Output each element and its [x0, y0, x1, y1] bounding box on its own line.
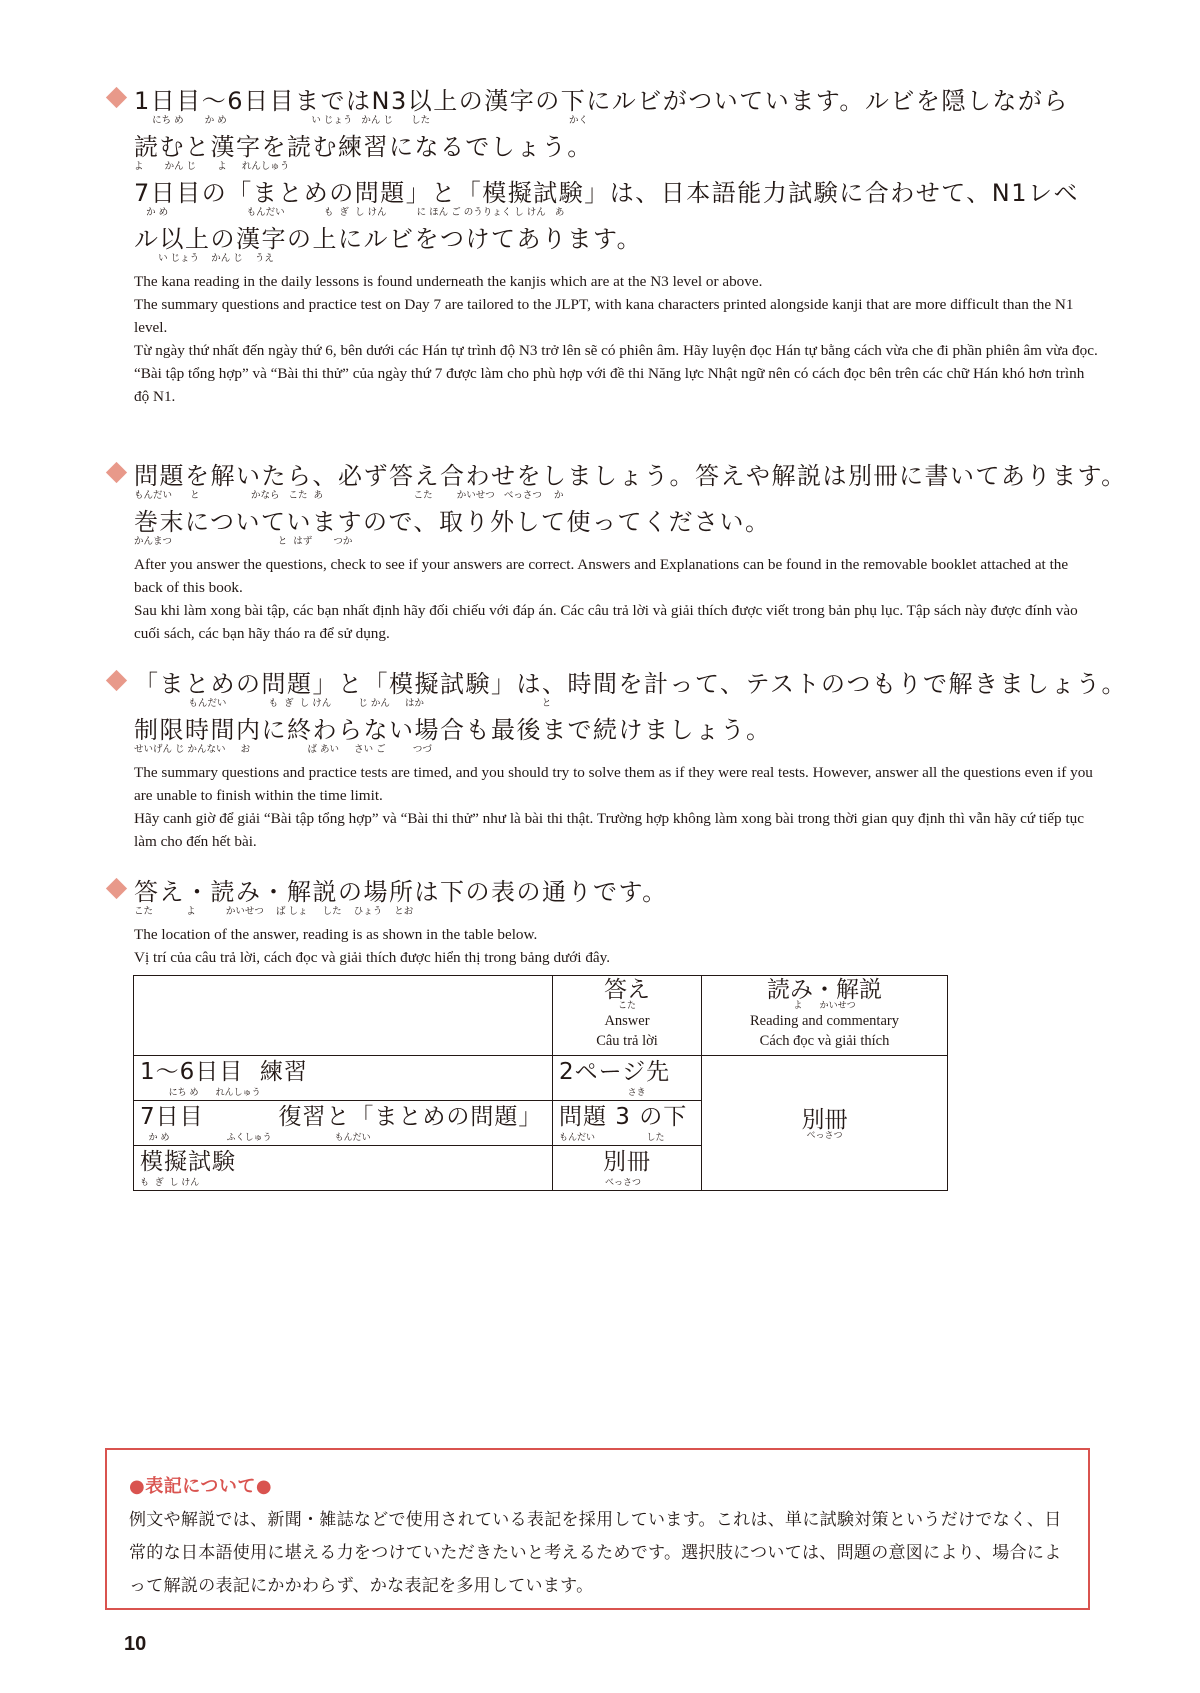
header-reading-ruby: よ かいせつ: [793, 1001, 856, 1011]
reading-merged-jp: 別冊: [801, 1106, 848, 1133]
table-header-empty: [134, 976, 553, 1056]
vietnamese-text: Sau khi làm xong bài tập, các bạn nhất định hãy đối chiếu với đáp án. Các câu trả lời và giải thích được viết trong bản phụ lục. Tập sách này được đính vào cuối sách, các bạn hãy tháo ra để sử dụng.: [134, 602, 1078, 642]
ruby-text: かんまつ と はず つか: [134, 536, 353, 547]
jp-text: 制限時間内に終わらない場合も最後まで続けましょう。: [134, 716, 772, 744]
table-header-row: [134, 976, 948, 1056]
jp-line: [108, 132, 1098, 178]
ruby-text: い じょう かん じ うえ: [134, 253, 274, 264]
english-text: The summary questions and practice test on Day 7 are tailored to the JLPT, with kana characters printed alongside kanji that are more difficult than the N1 level.: [134, 296, 1074, 336]
row-label-cell: [134, 1101, 553, 1146]
diamond-bullet-icon: [106, 670, 127, 691]
ruby-text: こた よ かいせつ ば しょ した ひょう とお: [134, 906, 414, 917]
page-number: 10: [124, 1633, 147, 1655]
header-answer-vi: Câu trả lời: [596, 1033, 658, 1049]
ruby-text: もんだい と かなら こた あ こた かいせつ べっさつ か: [134, 490, 564, 501]
jp-text: 1日目～6日目まではN3以上の漢字の下にルビがついています。ルビを隠しながら: [134, 87, 1069, 115]
table-header-reading: [702, 976, 948, 1056]
row-label-cell: [134, 1146, 553, 1191]
reading-merged-ruby: べっさつ: [806, 1130, 843, 1141]
jp-text: 問題を解いたら、必ず答え合わせをしましょう。答えや解説は別冊に書いてあります。: [134, 462, 1127, 490]
header-answer-ruby: こた: [617, 1001, 636, 1011]
jp-line: [108, 715, 1098, 761]
row-label-ruby: も ぎ し けん: [140, 1178, 200, 1188]
row-answer-ruby: さき: [559, 1088, 646, 1098]
note-body: 例文や解説では、新聞・雑誌などで使用されている表記を採用しています。これは、単に試験対策というだけでなく、日常的な日本語使用に堪える力をつけていただきたいと考えるためです。選択肢については、問題の意図により、場合によって解説の表記にかかわらず、かな表記を多用しています。: [129, 1510, 1062, 1596]
section-answers: [108, 461, 1127, 645]
row-label-ruby: か め ふくしゅう もんだい: [140, 1133, 371, 1143]
row-label: 模擬試験: [140, 1149, 236, 1175]
diamond-bullet-icon: [106, 87, 127, 108]
jp-line: [108, 507, 1098, 553]
jp-text: 「まとめの問題」と「模擬試験」は、時間を計って、テストのつもりで解きましょう。: [134, 670, 1128, 698]
jp-line: [108, 178, 1098, 224]
vietnamese-text: Từ ngày thứ nhất đến ngày thứ 6, bên dưới các Hán tự trình độ N3 trở lên sẽ có phiên âm. Hãy luyện đọc Hán tự bằng cách vừa che đi phần phiên âm vừa đọc.: [134, 342, 1098, 359]
header-reading-vi: Cách đọc và giải thích: [759, 1033, 890, 1049]
reading-merged-cell: [702, 1056, 948, 1191]
row-label: 1～6日目 練習: [140, 1059, 308, 1085]
ruby-text: せいげん じ かんない お ば あい さい ご つづ: [134, 744, 432, 755]
jp-text: 巻末についていますので、取り外して使ってください。: [134, 508, 771, 536]
row-label-cell: [134, 1056, 553, 1101]
vietnamese-text: Vị trí của câu trả lời, cách đọc và giải thích được hiển thị trong bảng dưới đây.: [134, 949, 611, 966]
location-table: [133, 975, 948, 1191]
vietnamese-text: Hãy canh giờ để giải “Bài tập tổng hợp” và “Bài thi thử” như là bài thi thật. Trường hợp không làm xong bài trong thời gian quy định thì vẫn hãy cứ tiếp tục làm cho đến hết bài.: [134, 810, 1084, 850]
jp-line: [108, 669, 1128, 715]
jp-line: [108, 877, 1098, 923]
jp-text: 答え・読み・解説の場所は下の表の通りです。: [134, 878, 668, 906]
header-reading-jp: 読み・解説: [767, 977, 882, 1003]
english-text: The kana reading in the daily lessons is found underneath the kanjis which are at the N3 level or above.: [134, 273, 763, 290]
row-answer-ruby: もんだい した: [559, 1133, 665, 1143]
jp-line: [108, 224, 1098, 270]
ruby-text: もんだい も ぎ し けん じ かん はか と: [134, 698, 552, 709]
row-answer-cell: [553, 1101, 702, 1146]
translation-block: [134, 553, 1098, 645]
jp-line: [108, 461, 1127, 507]
english-text: After you answer the questions, check to see if your answers are correct. Answers and Explanations can be found in the removable booklet attached at the back of this book.: [134, 556, 1069, 596]
row-answer-cell: [553, 1146, 702, 1191]
translation-block: [134, 270, 1098, 408]
jp-line: [108, 86, 1098, 132]
translation-block: [134, 923, 1098, 969]
diamond-bullet-icon: [106, 462, 127, 483]
header-answer-en: Answer: [604, 1013, 650, 1029]
diamond-bullet-icon: [106, 878, 127, 899]
ruby-text: にち め か め い じょう かん じ した かく: [134, 115, 588, 126]
section-timed-tests: [108, 669, 1128, 853]
row-answer: 別冊: [603, 1149, 651, 1175]
row-label: 7日目 復習と「まとめの問題」: [140, 1104, 543, 1130]
row-answer-ruby: べっさつ: [605, 1178, 642, 1188]
header-reading-en: Reading and commentary: [750, 1013, 899, 1029]
section-table-intro: [108, 877, 1098, 969]
row-label-ruby: にち め れんしゅう: [140, 1088, 261, 1098]
header-answer-jp: 答え: [604, 977, 650, 1003]
row-answer-cell: [553, 1056, 702, 1101]
english-text: The location of the answer, reading is as shown in the table below.: [134, 926, 538, 943]
section-ruby-intro: [108, 86, 1098, 408]
translation-block: [134, 761, 1098, 853]
table-row: [134, 1056, 948, 1101]
english-text: The summary questions and practice tests are timed, and you should try to solve them as if they were real tests. However, answer all the questions even if you are unable to finish within the time limit.: [134, 764, 1093, 804]
ruby-text: か め もんだい も ぎ し けん に ほん ご のうりょく し けん あ: [134, 207, 565, 218]
row-answer: 問題 3 の下: [559, 1104, 688, 1130]
row-answer: 2ページ先: [559, 1059, 671, 1085]
vietnamese-text: “Bài tập tổng hợp” và “Bài thi thử” của ngày thứ 7 được làm cho phù hợp với đề thi Năng lực Nhật ngữ nên có cách đọc bên trên các chữ Hán khó hơn trình độ N1.: [134, 365, 1085, 405]
table-header-answer: [553, 976, 702, 1056]
notation-note-box: [105, 1448, 1090, 1610]
note-title: ●表記について●: [129, 1476, 273, 1497]
jp-text: 7日目の「まとめの問題」と「模擬試験」は、日本語能力試験に合わせて、N1レベ: [134, 179, 1080, 207]
jp-text: ル以上の漢字の上にルビをつけてあります。: [134, 225, 643, 253]
jp-text: 読むと漢字を読む練習になるでしょう。: [134, 133, 593, 161]
ruby-text: よ かん じ よ れんしゅう: [134, 161, 290, 172]
